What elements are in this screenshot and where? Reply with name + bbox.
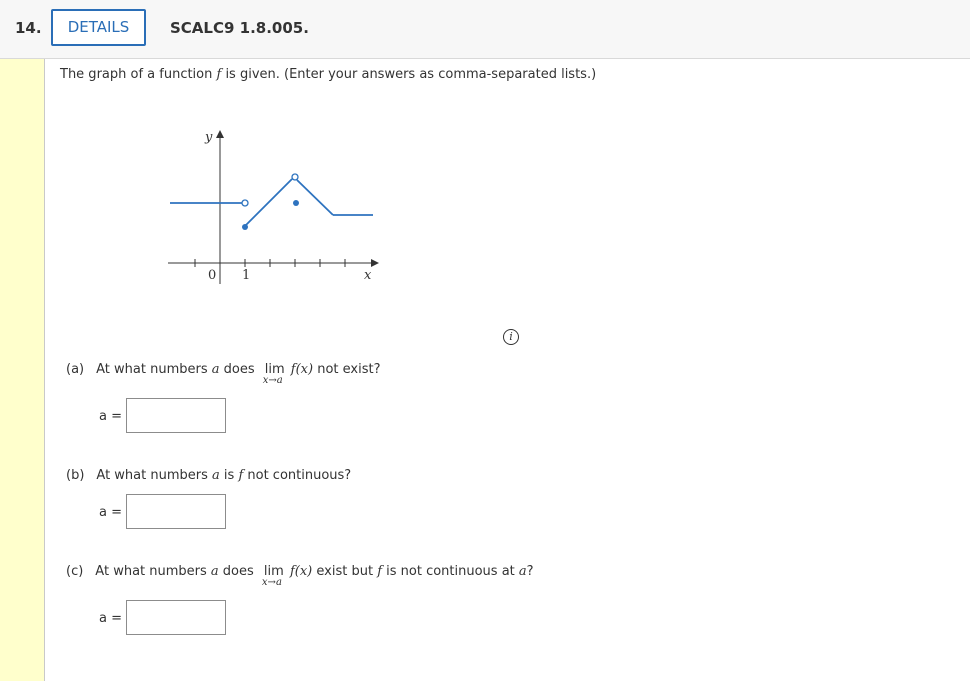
tick-label-1: 1: [242, 268, 251, 283]
part-c-mid: does: [218, 564, 258, 579]
closed-circle-left: [242, 224, 248, 230]
open-circle-left: [242, 200, 248, 206]
part-a-limit: [262, 362, 285, 386]
x-axis-label: x: [364, 268, 372, 283]
part-c-answer-input[interactable]: [126, 600, 226, 635]
origin-label: 0: [208, 268, 217, 283]
part-a-label: (a): [66, 362, 85, 377]
details-button[interactable]: DETAILS: [51, 9, 146, 46]
part-b-answer-label: a =: [99, 505, 122, 520]
part-c-var: a: [210, 564, 219, 579]
part-a-answer-input[interactable]: [126, 398, 226, 433]
part-c-pre: At what numbers: [95, 564, 211, 579]
intro-post: is given. (Enter your answers as comma-separated lists.): [221, 67, 597, 82]
question-intro: [60, 67, 596, 82]
part-b-mid: is: [219, 468, 239, 483]
part-b-pre: At what numbers: [96, 468, 213, 483]
part-c-prompt: [66, 564, 534, 588]
part-b-prompt: [66, 468, 351, 483]
part-c-lim: lim: [263, 564, 284, 579]
question-number: 14.: [15, 19, 42, 37]
part-c-post: ?: [526, 564, 534, 579]
part-b-post: not continuous?: [243, 468, 352, 483]
question-body: [45, 59, 970, 681]
part-c-label: (c): [66, 564, 84, 579]
question-code: SCALC9 1.8.005.: [170, 19, 309, 37]
part-c-answer-label: a =: [99, 611, 122, 626]
part-a-mid: does: [219, 362, 259, 377]
part-c-var2: a: [518, 564, 527, 579]
info-icon[interactable]: i: [503, 329, 519, 345]
part-a-pre: At what numbers: [96, 362, 212, 377]
part-c-lim-sub: x→a: [261, 577, 282, 588]
part-c-fn: f: [377, 564, 382, 579]
part-c-mid3: is not continuous at: [382, 564, 519, 579]
y-axis-label: y: [205, 130, 213, 145]
part-b-answer-input[interactable]: [126, 494, 226, 529]
part-a-lim-sub: x→a: [262, 375, 283, 386]
intro-pre: The graph of a function: [60, 67, 217, 82]
part-c-fx: f(x): [289, 564, 313, 579]
part-a-var: a: [211, 362, 220, 377]
part-b-fn: f: [238, 468, 244, 483]
function-curve: [170, 179, 373, 226]
closed-circle-isolated: [293, 200, 299, 206]
part-b-var: a: [212, 468, 220, 483]
part-a-lim: lim: [264, 362, 285, 377]
part-c-limit: [261, 564, 284, 588]
part-a-answer-label: a =: [99, 409, 122, 424]
part-c-mid2: exist but: [312, 564, 378, 579]
part-a-prompt: [66, 362, 381, 386]
question-header: [0, 0, 970, 59]
intro-fn: f: [216, 67, 222, 82]
open-circle-peak: [292, 174, 298, 180]
part-a-post: not exist?: [313, 362, 381, 377]
part-a-fx: f(x): [290, 362, 314, 377]
function-graph: [165, 124, 385, 289]
side-strip: [0, 59, 45, 681]
part-b-label: (b): [66, 468, 85, 483]
